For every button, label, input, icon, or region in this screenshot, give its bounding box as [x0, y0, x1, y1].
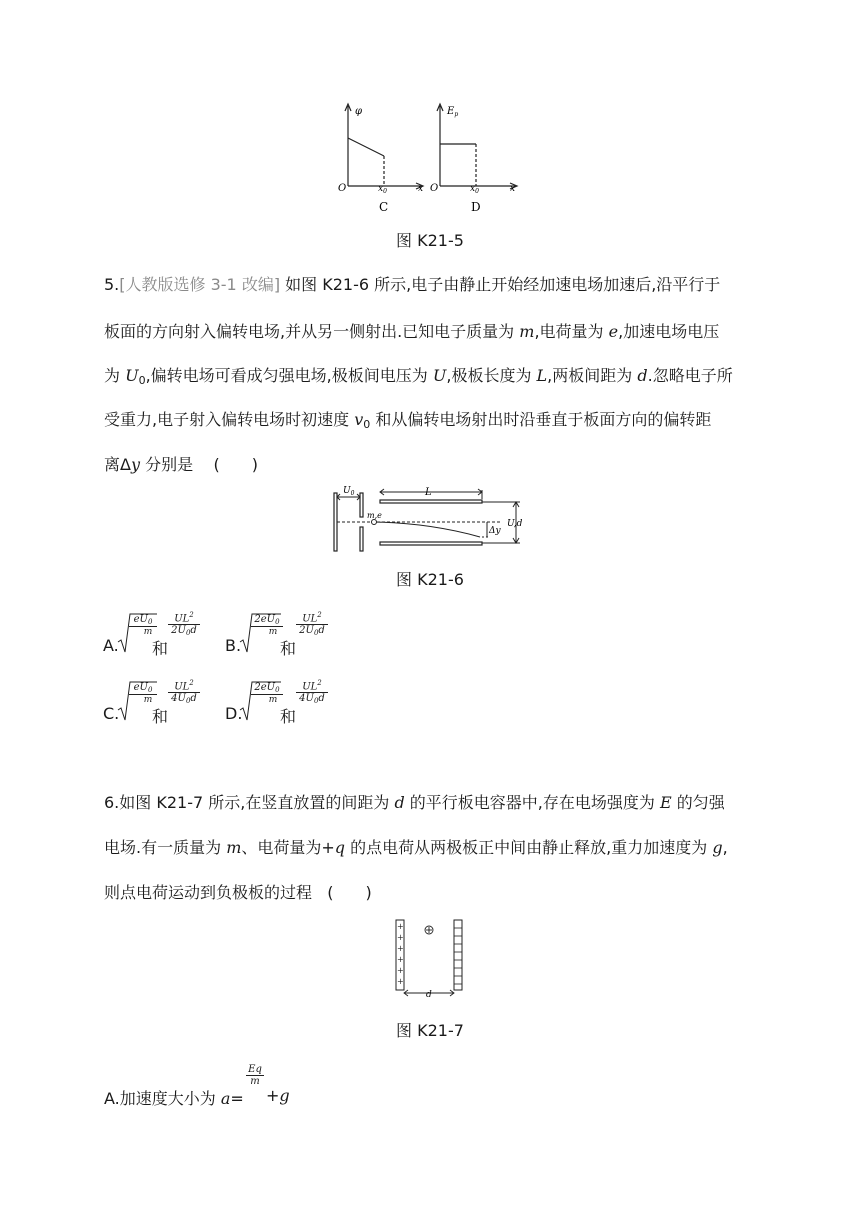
fig6-dy-label: Δy — [489, 526, 501, 536]
d-origin: O — [430, 183, 439, 194]
q5-source: [人教版选修 3-1 改编] — [119, 275, 281, 294]
q6-option-a-frac: $\frac{Eq}{m}$ — [246, 1064, 264, 1087]
q6-answer-blank: ( ) — [327, 883, 372, 902]
q5-line-4: 受重力,电子射入偏转电场时初速度 $v_0$ 和从偏转电场射出时沿垂直于板面方向的偏转距 — [104, 410, 712, 431]
c-tag: C — [379, 200, 389, 214]
fig6-me-label: m,e — [367, 511, 382, 520]
q6-line-3: 则点电荷运动到负极板的过程 ( ) — [104, 883, 372, 902]
option-c-frac: $\frac{UL^2}{4U_0d}$ — [168, 679, 200, 705]
q5-line-3: 为 $U_0$,偏转电场可看成匀强电场,极板间电压为 U,极板长度为 L,两板间距为 d.忽略电子所 — [104, 366, 733, 387]
option-b-and: 和 — [280, 639, 297, 658]
option-b-frac: $\frac{UL^2}{2U_0d}$ — [296, 611, 328, 637]
q6-option-a-tail: +g — [266, 1086, 290, 1105]
q5-line-5: 离Δy 分别是 ( ) — [104, 455, 258, 474]
fig6-u0-label: $U_0$ — [343, 486, 355, 497]
svg-text:+: + — [397, 966, 404, 975]
d-x-label: x — [510, 184, 516, 194]
option-c-and: 和 — [152, 707, 169, 726]
q5-line-2: 板面的方向射入偏转电场,并从另一侧射出.已知电子质量为 m,电荷量为 e,加速电场电压 — [104, 322, 720, 341]
d-x0-label: $x_0$ — [470, 184, 479, 195]
svg-text:+: + — [397, 977, 404, 986]
figure-k21-7-caption: 图 K21-7 — [396, 1021, 464, 1040]
c-x0-label: $x_0$ — [378, 184, 387, 195]
option-d-letter: D. — [225, 704, 243, 723]
svg-text:+: + — [397, 955, 404, 964]
q6-line-1: 6.如图 K21-7 所示,在竖直放置的间距为 d 的平行板电容器中,存在电场强度为 E 的匀强 — [104, 793, 725, 812]
c-y-label: φ — [355, 106, 363, 117]
q6-line-2: 电场.有一质量为 m、电荷量为+q 的点电荷从两极板正中间由静止释放,重力加速度为 g, — [104, 838, 728, 857]
c-origin: O — [338, 183, 347, 194]
option-a-letter: A. — [103, 636, 119, 655]
option-b-rad-frac: $\frac{2eU_0}{m}$ — [251, 614, 283, 637]
figure-k21-5 — [330, 98, 530, 218]
charge-symbol — [425, 926, 433, 934]
electron-dot — [372, 520, 377, 525]
fig6-L-label: L — [425, 487, 432, 498]
d-y-label: $E_p$ — [447, 106, 459, 118]
q5-answer-blank: ( ) — [213, 455, 258, 474]
svg-text:+: + — [397, 933, 404, 942]
figure-k21-6 — [330, 485, 530, 555]
svg-text:+: + — [397, 922, 404, 931]
figure-k21-6-caption: 图 K21-6 — [396, 570, 464, 589]
option-d-and: 和 — [280, 707, 297, 726]
figure-k21-5-caption: 图 K21-5 — [396, 231, 464, 250]
option-a-and: 和 — [152, 639, 169, 658]
q5-line-1: 5.[人教版选修 3-1 改编] 如图 K21-6 所示,电子由静止开始经加速电场加速后,沿平行于 — [104, 275, 721, 294]
fig7-d-label: d — [426, 990, 432, 1000]
option-c-letter: C. — [103, 704, 120, 723]
option-a-frac: $\frac{UL^2}{2U_0d}$ — [168, 611, 200, 637]
option-b-letter: B. — [225, 636, 242, 655]
figure-k21-7 — [390, 918, 470, 1002]
fig6-ud-label: U,d — [507, 519, 523, 529]
q6-option-a-text: A.加速度大小为 a= — [104, 1089, 244, 1108]
c-x-label: x — [418, 184, 424, 194]
svg-text:+: + — [397, 944, 404, 953]
option-d-frac: $\frac{UL^2}{4U_0d}$ — [296, 679, 328, 705]
d-tag: D — [471, 200, 481, 214]
option-c-rad-frac: $\frac{eU_0}{m}$ — [129, 682, 157, 705]
option-a-rad-frac: $\frac{eU_0}{m}$ — [129, 614, 157, 637]
option-d-rad-frac: $\frac{2eU_0}{m}$ — [251, 682, 283, 705]
